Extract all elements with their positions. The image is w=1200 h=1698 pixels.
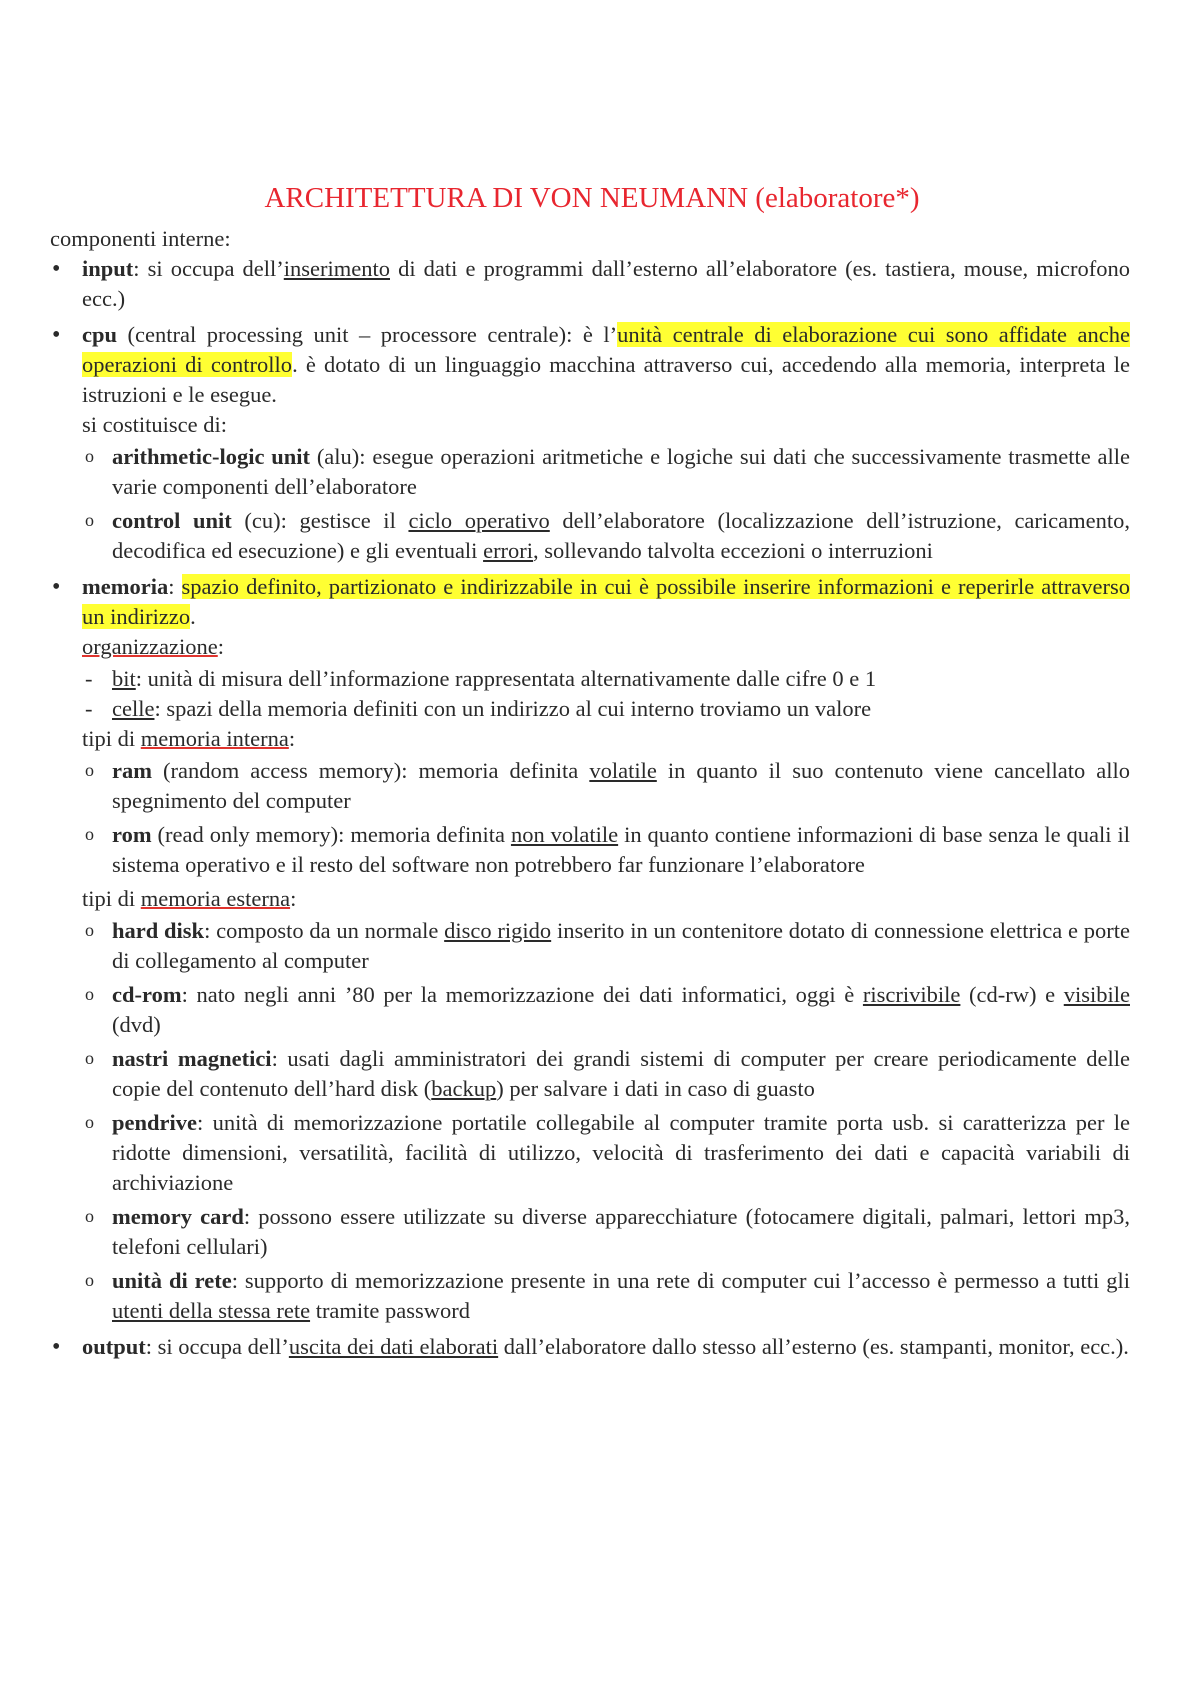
memoria-interna-list bbox=[82, 756, 1130, 880]
cpu-sublist bbox=[82, 442, 1130, 566]
organizzazione-list bbox=[82, 664, 1130, 724]
list-item-input: • input: si occupa dell’inserimento di dati e programmi dall’esterno all’elaboratore (es. tastiera, mouse, microfono ecc.) bbox=[50, 254, 1130, 314]
underlined-text: ciclo operativo bbox=[408, 508, 550, 533]
term-control-unit: control unit bbox=[112, 508, 232, 533]
term-cpu: cpu bbox=[82, 322, 118, 347]
intro-line: componenti interne: bbox=[50, 226, 231, 251]
list-item-memoria: • memoria: spazio definito, partizionato e indirizzabile in cui è possibile inserire informazioni e reperirle attraverso un indirizzo. organizzazione: - bit: unità di misura dell’informazione rappresentata alternativamente dalle cifre 0 e 1 - celle: spazi della memoria definiti con un indirizzo al cui interno troviamo un valore tipi di memoria interna: o ram (random access memory): memoria definita volatile in quanto il suo contenuto viene cancellato allo spegnimento del computer o rom (read only memory): memoria definita non volatile in quanto contiene informazioni di base senza le quali il sistema operativo e il resto del software non potrebbero far funzionare l’elaboratore tipi di memoria esterna: o hard disk: composto da un normale disco rigido inserito in un contenitore dotato di connessione elettrica e porte di collegamento al computer o cd-rom: nato negli anni ’80 per la memorizzazione dei dati informatici, oggi è riscrivibile (cd-rw) e visibile (dvd) o nastri magnetici: usati dagli amministratori dei grandi sistemi di computer per creare periodicamente delle copie del contenuto dell’hard disk (backup) per salvare i dati in caso di guasto o pendrive: unità di memorizzazione portatile collegabile al computer tramite porta usb. si caratterizza per le ridotte dimensioni, versatilità, facilità di utilizzo, velocità di trasferimento dei dati e capacità variabili di archiviazione o memory card: possono essere utilizzate su diverse apparecchiature (fotocamere digitali, palmari, lettori mp3, telefoni cellulari) o unità di rete: supporto di memorizzazione presente in una rete di computer cui l’accesso è permesso a tutti gli utenti della stessa rete tramite password bbox=[50, 572, 1130, 1326]
document-page bbox=[50, 178, 1130, 1368]
list-item-nastri-magnetici: o nastri magnetici: usati dagli amministratori dei grandi sistemi di computer per creare periodicamente delle copie del contenuto dell’hard disk (backup) per salvare i dati in caso di guasto bbox=[82, 1044, 1130, 1104]
underlined-text: uscita dei dati elaborati bbox=[288, 1334, 499, 1359]
highlighted-text: unità centrale di elaborazione cui sono affidate anche operazioni di controllo bbox=[82, 322, 1130, 377]
organizzazione-heading: organizzazione: bbox=[82, 634, 225, 659]
list-item-control-unit: o control unit (cu): gestisce il ciclo operativo dell’elaboratore (localizzazione dell’istruzione, caricamento, decodifica ed esecuzione) e gli eventuali errori, sollevando talvolta eccezioni o interruzioni bbox=[82, 506, 1130, 566]
list-item-pendrive: o pendrive: unità di memorizzazione portatile collegabile al computer tramite porta usb. si caratterizza per le ridotte dimensioni, versatilità, facilità di utilizzo, velocità di trasferimento dei dati e capacità variabili di archiviazione bbox=[82, 1108, 1130, 1198]
list-item-cd-rom: o cd-rom: nato negli anni ’80 per la memorizzazione dei dati informatici, oggi è riscrivibile (cd-rw) e visibile (dvd) bbox=[82, 980, 1130, 1040]
list-item-alu: o arithmetic-logic unit (alu): esegue operazioni aritmetiche e logiche sui dati che successivamente trasmette alle varie componenti dell’elaboratore bbox=[82, 442, 1130, 502]
memoria-interna-heading: tipi di memoria interna: bbox=[82, 726, 296, 751]
underlined-text: inserimento bbox=[283, 256, 390, 281]
list-item-output: • output: si occupa dell’uscita dei dati elaborati dall’elaboratore dallo stesso all’esterno (es. stampanti, monitor, ecc.). bbox=[50, 1332, 1130, 1362]
memoria-esterna-heading: tipi di memoria esterna: bbox=[82, 886, 297, 911]
list-item-ram: o ram (random access memory): memoria definita volatile in quanto il suo contenuto viene cancellato allo spegnimento del computer bbox=[82, 756, 1130, 816]
list-item-rom: o rom (read only memory): memoria definita non volatile in quanto contiene informazioni di base senza le quali il sistema operativo e il resto del software non potrebbero far funzionare l’elaboratore bbox=[82, 820, 1130, 880]
highlighted-text: spazio definito, partizionato e indirizzabile in cui è possibile inserire informazioni e reperirle attraverso un indirizzo bbox=[82, 574, 1130, 629]
term-input: input bbox=[82, 256, 134, 281]
list-item-bit: - bit: unità di misura dell’informazione rappresentata alternativamente dalle cifre 0 e 1 bbox=[82, 664, 1130, 694]
term-output: output bbox=[82, 1334, 146, 1359]
list-item-celle: - celle: spazi della memoria definiti con un indirizzo al cui interno troviamo un valore bbox=[82, 694, 1130, 724]
page-title: ARCHITETTURA DI VON NEUMANN (elaboratore*) bbox=[264, 182, 920, 214]
list-item-hard-disk: o hard disk: composto da un normale disco rigido inserito in un contenitore dotato di connessione elettrica e porte di collegamento al computer bbox=[82, 916, 1130, 976]
cpu-subheading: si costituisce di: bbox=[82, 412, 227, 437]
list-item-unita-di-rete: o unità di rete: supporto di memorizzazione presente in una rete di computer cui l’accesso è permesso a tutti gli utenti della stessa rete tramite password bbox=[82, 1266, 1130, 1326]
term-memoria: memoria bbox=[82, 574, 169, 599]
memoria-esterna-list bbox=[82, 916, 1130, 1326]
term-alu: arithmetic-logic unit bbox=[112, 444, 311, 469]
component-list bbox=[50, 254, 1130, 1362]
list-item-memory-card: o memory card: possono essere utilizzate su diverse apparecchiature (fotocamere digitali, palmari, lettori mp3, telefoni cellulari) bbox=[82, 1202, 1130, 1262]
underlined-text: errori bbox=[483, 538, 534, 563]
list-item-cpu: • cpu (central processing unit – processore centrale): è l’unità centrale di elaborazione cui sono affidate anche operazioni di controllo. è dotato di un linguaggio macchina attraverso cui, accedendo alla memoria, interpreta le istruzioni e le esegue. si costituisce di: o arithmetic-logic unit (alu): esegue operazioni aritmetiche e logiche sui dati che successivamente trasmette alle varie componenti dell’elaboratore o control unit (cu): gestisce il ciclo operativo dell’elaboratore (localizzazione dell’istruzione, caricamento, decodifica ed esecuzione) e gli eventuali errori, sollevando talvolta eccezioni o interruzioni bbox=[50, 320, 1130, 566]
